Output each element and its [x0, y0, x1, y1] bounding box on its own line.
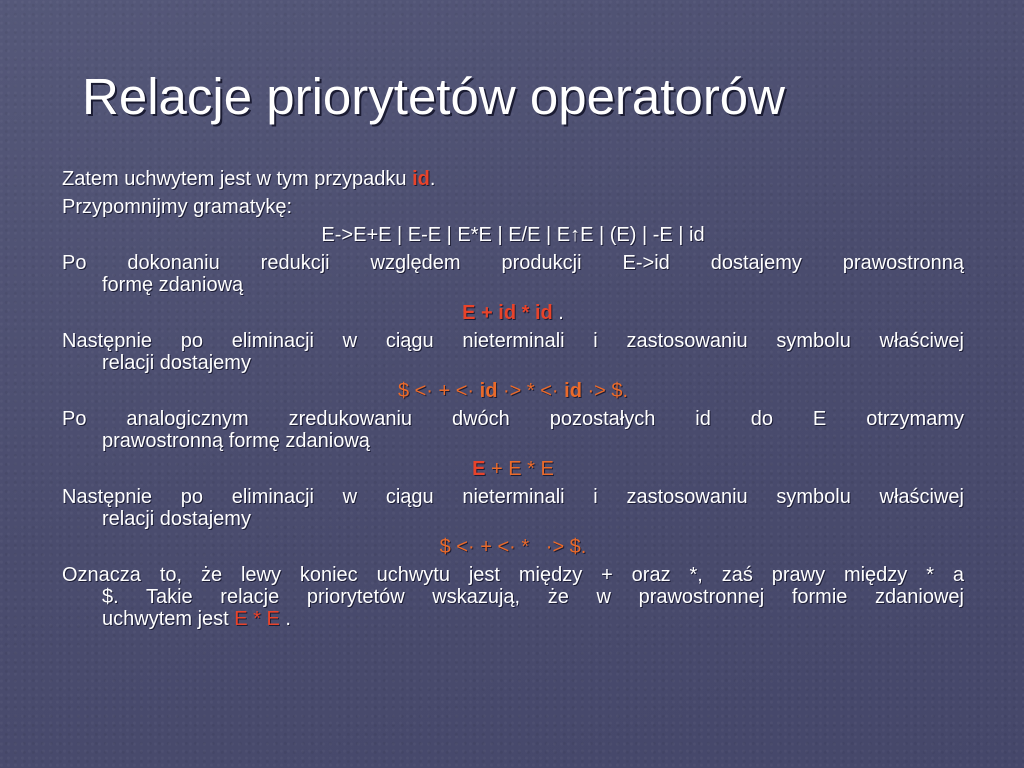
relation-id: id	[479, 380, 498, 402]
relation-2: $ <· + <· * ·> $.	[439, 536, 587, 558]
paragraph-handle-id	[62, 168, 964, 190]
highlight-id: id	[412, 168, 430, 190]
relation-part: ·> $.	[587, 380, 629, 402]
text: .	[285, 608, 291, 630]
paragraph-elimination-2	[62, 486, 964, 530]
sentential-form-1	[62, 302, 964, 324]
text-line: relacji dostajemy	[102, 352, 251, 374]
paragraph-analogous-reduction	[62, 408, 964, 452]
sentential-form-2	[62, 458, 964, 480]
formula-e: E	[472, 458, 486, 480]
relation-1	[62, 380, 964, 402]
grammar-rules: E->E+E | E-E | E*E | E/E | E↑E | (E) | -E | id	[321, 224, 705, 246]
formula: E + id * id	[462, 302, 553, 324]
text: uchwytem jest	[102, 608, 229, 630]
text-line-final	[102, 608, 964, 630]
highlight-formula: E * E	[234, 608, 280, 630]
paragraph-conclusion	[62, 564, 964, 630]
relation-id: id	[564, 380, 582, 402]
text: Zatem uchwytem jest w tym przypadku	[62, 168, 407, 190]
text-line: Następnie po eliminacji w ciągu nieterminali i zastosowaniu symbolu właściwej	[62, 486, 964, 508]
text-line: Następnie po eliminacji w ciągu nieterminali i zastosowaniu symbolu właściwej	[62, 330, 964, 352]
text: .	[429, 168, 436, 190]
text-line: $. Takie relacje priorytetów wskazują, że w prawostronnej formie zdaniowej	[102, 586, 964, 608]
slide-body	[62, 168, 964, 636]
text-line: formę zdaniową	[102, 274, 244, 296]
formula-rest: + E * E	[491, 458, 554, 480]
paragraph-elimination-1	[62, 330, 964, 374]
slide-title: Relacje priorytetów operatorów	[82, 68, 785, 125]
text: .	[558, 302, 564, 324]
text-line: prawostronną formę zdaniową	[102, 430, 370, 452]
text-line: Po analogicznym zredukowaniu dwóch pozostałych id do E otrzymamy	[62, 408, 964, 430]
relation-part: ·> * <·	[503, 380, 559, 402]
text-line: Oznacza to, że lewy koniec uchwytu jest między + oraz *, zaś prawy między * a	[62, 564, 964, 586]
relation-part: $ <· + <·	[397, 380, 475, 402]
paragraph-grammar-intro: Przypomnijmy gramatykę:	[62, 196, 293, 218]
paragraph-reduction	[62, 252, 964, 296]
text-line: Po dokonaniu redukcji względem produkcji E->id dostajemy prawostronną	[62, 252, 964, 274]
text-line: relacji dostajemy	[102, 508, 251, 530]
